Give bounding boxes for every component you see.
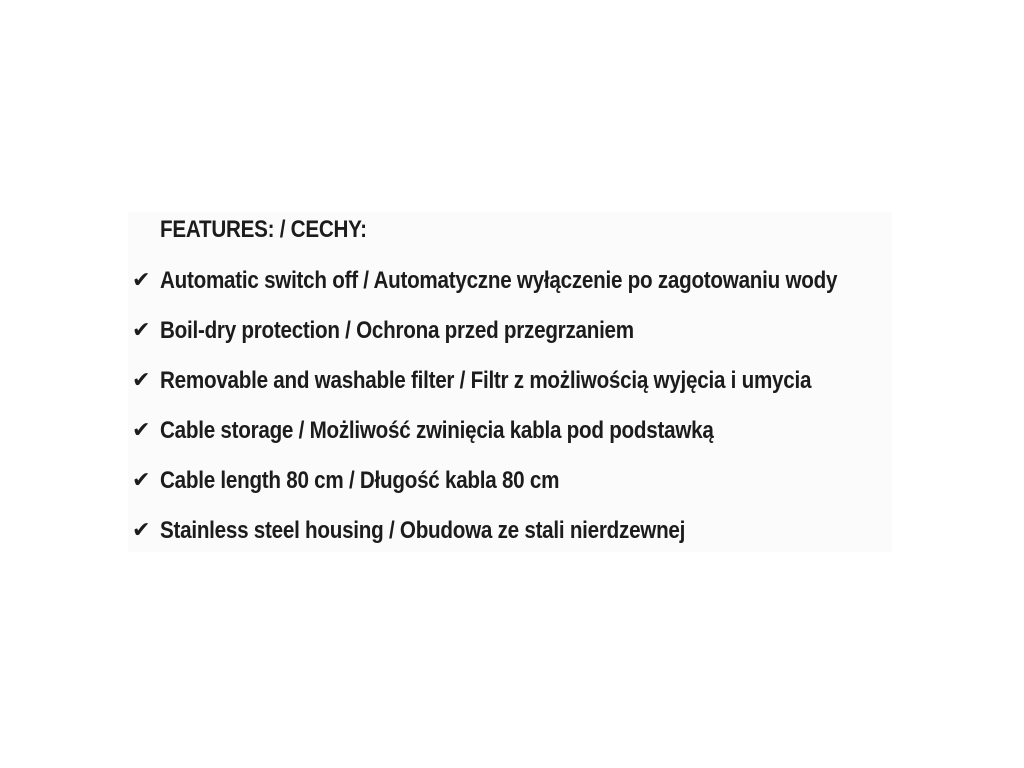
features-block xyxy=(132,216,947,566)
features-heading: FEATURES: / CECHY: xyxy=(160,216,367,243)
checkmark-icon: ✔ xyxy=(132,318,151,343)
feature-item xyxy=(132,366,947,396)
feature-item xyxy=(132,266,947,296)
feature-text: Cable length 80 cm / Długość kabla 80 cm xyxy=(160,467,560,494)
feature-item xyxy=(132,316,947,346)
checkmark-icon: ✔ xyxy=(132,418,151,443)
checkmark-icon: ✔ xyxy=(132,368,151,393)
feature-text: Stainless steel housing / Obudowa ze stali nierdzewnej xyxy=(160,517,686,544)
checkmark-icon: ✔ xyxy=(132,518,151,543)
feature-text: Removable and washable filter / Filtr z możliwością wyjęcia i umycia xyxy=(160,367,812,394)
feature-item xyxy=(132,516,947,546)
feature-text: Automatic switch off / Automatyczne wyłączenie po zagotowaniu wody xyxy=(160,267,838,294)
feature-list xyxy=(132,266,947,546)
checkmark-icon: ✔ xyxy=(132,268,151,293)
checkmark-icon: ✔ xyxy=(132,468,151,493)
feature-text: Cable storage / Możliwość zwinięcia kabla pod podstawką xyxy=(160,417,714,444)
feature-text: Boil-dry protection / Ochrona przed przegrzaniem xyxy=(160,317,634,344)
feature-item xyxy=(132,416,947,446)
feature-item xyxy=(132,466,947,496)
